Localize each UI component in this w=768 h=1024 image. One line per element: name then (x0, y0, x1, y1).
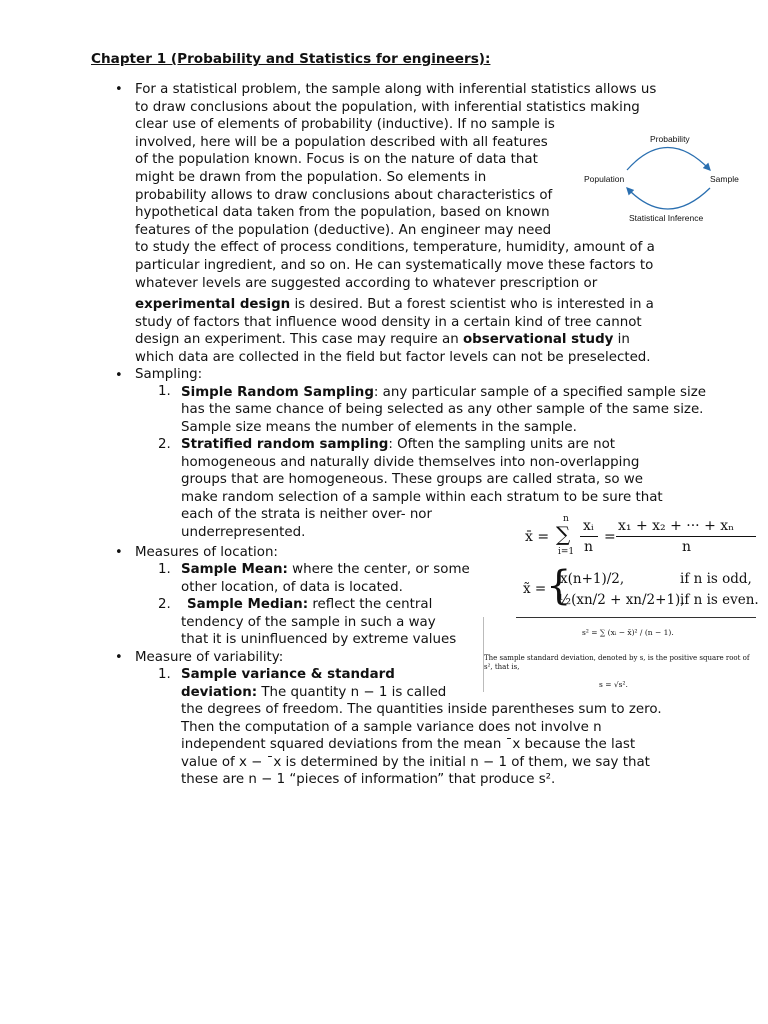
variance-item-cont: deviation: The quantity n − 1 is called (181, 684, 447, 700)
text-line: Sample size means the number of elements in the sample. (181, 419, 577, 435)
bullet-marker: • (115, 545, 123, 560)
sample-median-text: that it is uninfluenced by extreme values (181, 632, 457, 647)
variance-item: Sample variance & standard (181, 667, 395, 682)
sd-note: The sample standard deviation, denoted by s, is the positive square root of (484, 654, 750, 662)
list-number: 1. (158, 562, 171, 577)
list-number: 2. (158, 597, 171, 612)
statistical-inference-label: Statistical Inference (629, 213, 704, 223)
variability-heading: Measure of variability: (135, 649, 284, 665)
text-line: independent squared deviations from the mean ¯x because the last (181, 737, 636, 752)
intro-line-observational: design an experiment. This case may require an observational study in (135, 332, 630, 347)
text-line: Then the computation of a sample variance does not involve n (181, 719, 602, 735)
text-line: groups that are homogeneous. These groups are called strata, so we (181, 472, 643, 487)
list-number: 1. (158, 667, 171, 682)
text-line: probability allows to draw conclusions about characteristics of (135, 187, 553, 203)
text-line: underrepresented. (181, 524, 306, 540)
intro-line-experimental: experimental design is desired. But a forest scientist who is interested in a (135, 297, 654, 312)
text-line: make random selection of a sample within each stratum to be sure that (181, 489, 663, 505)
observational-study-term: observational study (462, 332, 614, 347)
text-line: particular ingredient, and so on. He can systematically move these factors to (135, 258, 654, 273)
text-line: homogeneous and naturally divide themselves into non-overlapping (181, 454, 640, 470)
sample-median-formula: x̃ = { x(n+1)/2, ½(xn/2 + xn/2+1), if n is odd, if n is even. (523, 563, 759, 609)
text-line: value of x − ¯x is determined by the initial n − 1 of them, we say that (181, 754, 650, 770)
text-line: features of the population (deductive). An engineer may need (135, 222, 552, 238)
intro-line: study of factors that influence wood density in a certain kind of tree cannot (135, 314, 642, 330)
text-line: might be drawn from the population. So elements in (135, 170, 487, 185)
list-number: 2. (158, 437, 171, 452)
sample-mean-formula: x̄ = n ∑ i=1 xᵢ n = x₁ + x₂ + ··· + xₙ n (522, 514, 762, 560)
text-line: involved, here will be a population described with all features (135, 134, 548, 150)
text-line: hypothetical data taken from the population, based on known (135, 205, 550, 221)
sample-mean-item: Sample Mean: where the center, or some (181, 562, 470, 577)
text-line: the degrees of freedom. The quantities inside parentheses sum to zero. (181, 702, 662, 717)
text-line: to study the effect of process conditions, temperature, humidity, amount of a (135, 240, 655, 256)
text-line: of the population known. Focus is on the nature of data that (135, 152, 538, 168)
text-line: clear use of elements of probability (inductive). If no sample is (135, 117, 555, 133)
text-line: has the same chance of being selected as any other sample of the same size. (181, 402, 704, 417)
intro-line: which data are collected in the field but factor levels can not be preselected. (135, 349, 651, 365)
population-label: Population (584, 174, 625, 184)
sd-formula: s = √s². (599, 680, 628, 689)
bullet-marker: • (115, 82, 123, 97)
variance-formula-figure (484, 620, 764, 692)
text-line: whatever levels are suggested according to whatever prescription or (135, 275, 598, 291)
bullet-marker: • (115, 368, 123, 383)
experimental-design-term: experimental design (135, 297, 291, 312)
sd-note: s², that is, (484, 663, 520, 671)
formula-divider (516, 617, 756, 618)
sample-median-item: Sample Median: reflect the central (187, 597, 433, 612)
sample-median-text: tendency of the sample in such a way (181, 614, 436, 630)
sample-label: Sample (710, 174, 739, 184)
probability-inference-diagram (582, 130, 752, 225)
stratified-sampling-item: Stratified random sampling: Often the sampling units are not (181, 437, 616, 452)
probability-label: Probability (650, 134, 690, 144)
text-line: to draw conclusions about the population, with inferential statistics making (135, 99, 640, 115)
bullet-marker: • (115, 650, 123, 665)
text-line: each of the strata is neither over- nor (181, 507, 433, 522)
list-number: 1. (158, 384, 171, 399)
location-heading: Measures of location: (135, 544, 278, 560)
variance-formula: s² = ∑ (xᵢ − x̄)² / (n − 1). (582, 628, 674, 637)
sample-mean-text: other location, of data is located. (181, 579, 403, 595)
page-title: Chapter 1 (Probability and Statistics for engineers): (91, 51, 491, 67)
sampling-heading: Sampling: (135, 367, 203, 382)
simple-random-sampling-item: Simple Random Sampling: any particular sample of a specified sample size (181, 384, 706, 400)
text-line: For a statistical problem, the sample along with inferential statistics allows us (135, 82, 657, 97)
text-line: these are n − 1 “pieces of information” that produce s². (181, 772, 556, 787)
